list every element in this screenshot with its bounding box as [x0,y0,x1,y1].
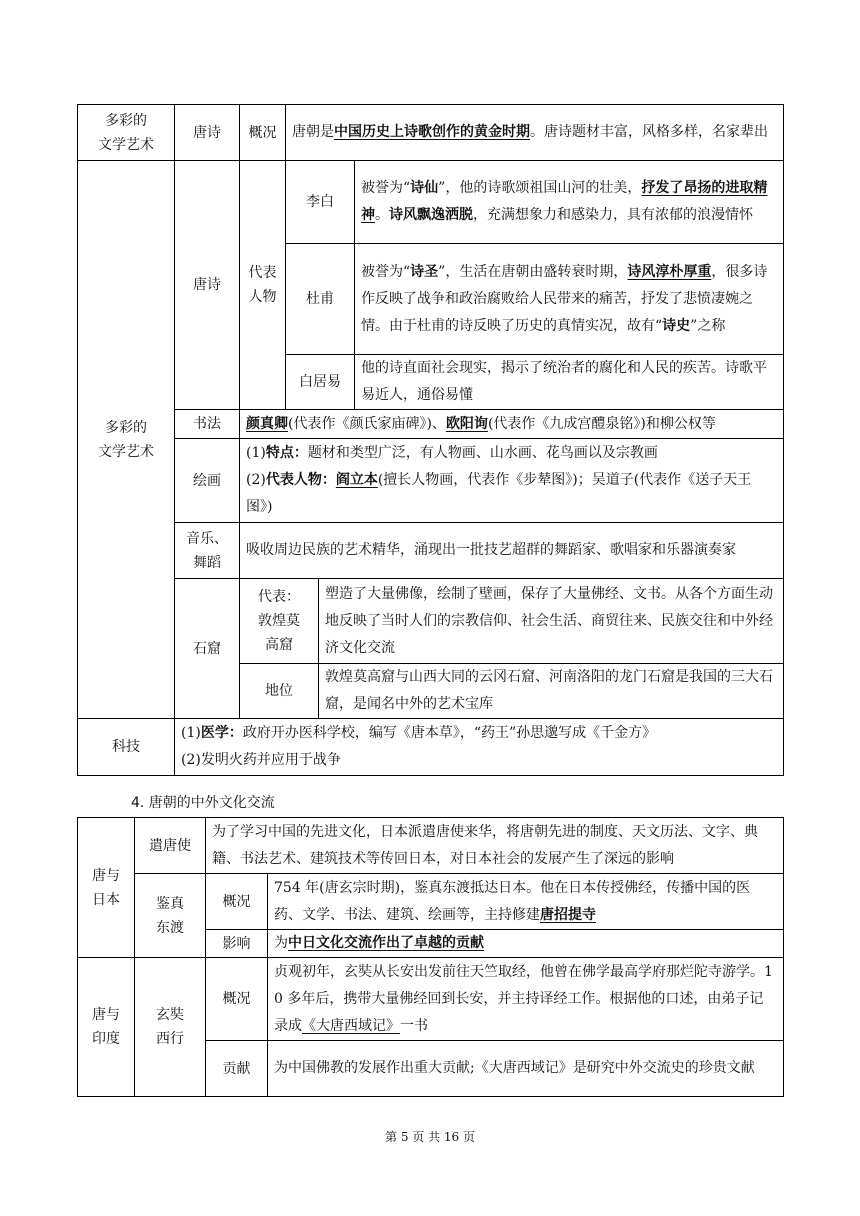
person-name-cell: 白居易 [286,355,355,410]
exchange-table [77,817,784,1097]
text-segment: 被誉为“ [361,263,411,280]
text-segment: 。唐诗题材丰富，风格多样，名家辈出 [530,124,768,140]
sub-category-cell: 唐诗 [175,161,240,410]
category-cell: 科技 [78,719,175,776]
table-row [78,523,784,579]
sub-category-cell: 遣唐使 [135,818,206,874]
sub-category-cell: 音乐、 舞蹈 [175,523,240,579]
table-row [78,161,784,244]
table-row [78,719,784,776]
table-row [78,439,784,523]
text-segment: 吸收周边民族的艺术精华，涌现出一批技艺超群的舞蹈家、歌唱家和乐器演奏家 [246,542,736,558]
text-segment: 诗史 [662,317,691,334]
sub-category-cell: 书法 [175,410,240,439]
text-segment: 中国历史上诗歌创作的黄金时期 [334,124,530,140]
text-segment: (代表作《颜氏家庙碑》)、 [288,415,446,432]
content-cell [355,244,784,355]
content-cell [319,664,784,719]
text-segment: 欧阳询 [445,415,488,432]
text-segment: 为 [274,935,288,951]
text-segment: 贞观初年，玄奘从长安出发前往天竺取经，他曾在佛学最高学府那烂陀寺游学。10 多年后，携带大量佛经回到长安，并主持译经工作。根据他的口述，由弟子记录成 [274,963,773,1034]
text-segment: (1) [246,445,266,461]
painting-representatives [246,467,777,521]
text-segment: 诗圣 [410,263,439,280]
text-segment: (代表作《九成宫醴泉铭》)和柳公权等 [487,415,716,432]
text-segment: 为了学习中国的先进文化，日本派遣唐使来华，将唐朝先进的制度、天文历法、文字、典籍、书法艺术、建筑技术等传回日本，对日本社会的发展产生了深远的影响 [212,823,758,867]
aspect-cell: 地位 [240,664,319,719]
table-row [78,579,784,664]
content-cell [268,1041,784,1097]
content-cell [206,818,784,874]
page-number: 第 5 页 共 16 页 [385,1130,475,1144]
text-segment: 诗仙 [410,180,439,196]
text-segment: ”之称 [690,317,726,334]
section-heading: 4. 唐朝的中外文化交流 [131,795,275,811]
text-segment: 代表人物： [265,472,336,488]
text-segment: (2) [246,472,266,488]
content-cell [240,439,784,523]
person-name-cell: 李白 [286,161,355,244]
sub-category-cell: 鉴真 东渡 [135,874,206,958]
content-cell [268,930,784,958]
text-segment: 。 [375,207,389,223]
text-segment: 阎立本 [335,472,378,488]
text-segment: 医学： [200,725,243,741]
content-cell [240,410,784,439]
sub-category-cell: 石窟 [175,579,240,719]
content-cell [355,355,784,410]
aspect-cell: 代表： 敦煌莫 高窟 [240,579,319,664]
text-segment: 抒发了昂扬的进取精神 [361,180,768,223]
table-row [78,410,784,439]
text-segment: 754 年(唐玄宗时期)，鉴真东渡抵达日本。他在日本传授佛经，传播中国的医药、文学、书法、建筑、绘画等，主持修建 [274,879,751,923]
category-cell: 唐与 日本 [78,818,135,958]
text-segment: ，很多诗作反映了战争和政治腐败给人民带来的痛苦，抒发了悲愤凄婉之情。由于杜甫的诗反映了历史的真情实况，故有“ [361,263,768,334]
category-cell: 多彩的 文学艺术 [78,161,175,719]
aspect-cell: 贡献 [206,1041,268,1097]
text-segment: 政府开办医科学校，编写《唐本草》，“药王”孙思邈写成《千金方》 [242,725,657,741]
person-name-cell: 杜甫 [286,244,355,355]
text-segment: (2)发明火药并应用于战争 [181,752,341,768]
text-segment: 为中国佛教的发展作出重大贡献;《大唐西域记》是研究中外交流史的珍贵文献 [274,1060,755,1076]
content-cell [268,958,784,1041]
text-segment: 敦煌莫高窟与山西大同的云冈石窟、河南洛阳的龙门石窟是我国的三大石窟，是闻名中外的艺术宝库 [325,669,773,712]
text-segment: ”，他的诗歌颂祖国山河的壮美， [438,180,642,196]
sub-category-cell: 绘画 [175,439,240,523]
culture-table [77,104,784,776]
text-segment: (擅长人物画，代表作《步辇图》)；吴道子(代表作《送子天王图》) [246,472,752,515]
aspect-cell: 概况 [206,874,268,930]
table-row [78,874,784,930]
aspect-cell: 概况 [206,958,268,1041]
content-cell [355,161,784,244]
category-cell: 唐与 印度 [78,958,135,1097]
painting-features [246,440,777,467]
science-medicine [181,720,777,747]
content-cell [175,719,784,776]
sub-category-cell: 玄奘 西行 [135,958,206,1097]
text-segment: 诗风飘逸洒脱 [389,207,473,223]
text-segment: 颜真卿 [246,415,288,432]
text-segment: 诗风淳朴厚重 [627,263,712,280]
text-segment: 题材和类型广泛，有人物画、山水画、花鸟画以及宗教画 [307,445,658,461]
text-segment: 唐朝是 [292,124,334,140]
table-row [78,818,784,874]
text-segment: 被誉为“ [361,180,411,196]
text-segment: 塑造了大量佛像，绘制了壁画，保存了大量佛经、文书。从各个方面生动地反映了当时人们的宗教信仰、社会生活、商贸往来、民族交往和中外经济文化交流 [325,585,773,656]
text-segment: 特点： [265,445,308,461]
content-cell [319,579,784,664]
text-segment: ”，生活在唐朝由盛转衰时期， [438,263,628,280]
category-cell: 多彩的 文学艺术 [78,105,175,161]
text-segment: ，充满想象力和感染力，具有浓郁的浪漫情怀 [473,207,753,223]
aspect-cell: 概况 [240,105,286,161]
text-segment: 《大唐西域记》 [302,1017,400,1034]
aspect-cell: 代表 人物 [240,161,286,410]
content-cell [286,105,784,161]
table-row [78,105,784,161]
text-segment: 唐招提寺 [540,906,596,923]
aspect-cell: 影响 [206,930,268,958]
text-segment: 一书 [400,1017,428,1034]
content-cell [268,874,784,930]
text-segment: 中日文化交流作出了卓越的贡献 [288,935,484,951]
content-cell [240,523,784,579]
table-row [78,958,784,1041]
sub-category-cell: 唐诗 [175,105,240,161]
science-gunpowder [181,747,777,774]
text-segment: (1) [181,725,201,741]
text-segment: 他的诗直面社会现实，揭示了统治者的腐化和人民的疾苦。诗歌平易近人，通俗易懂 [361,360,767,403]
